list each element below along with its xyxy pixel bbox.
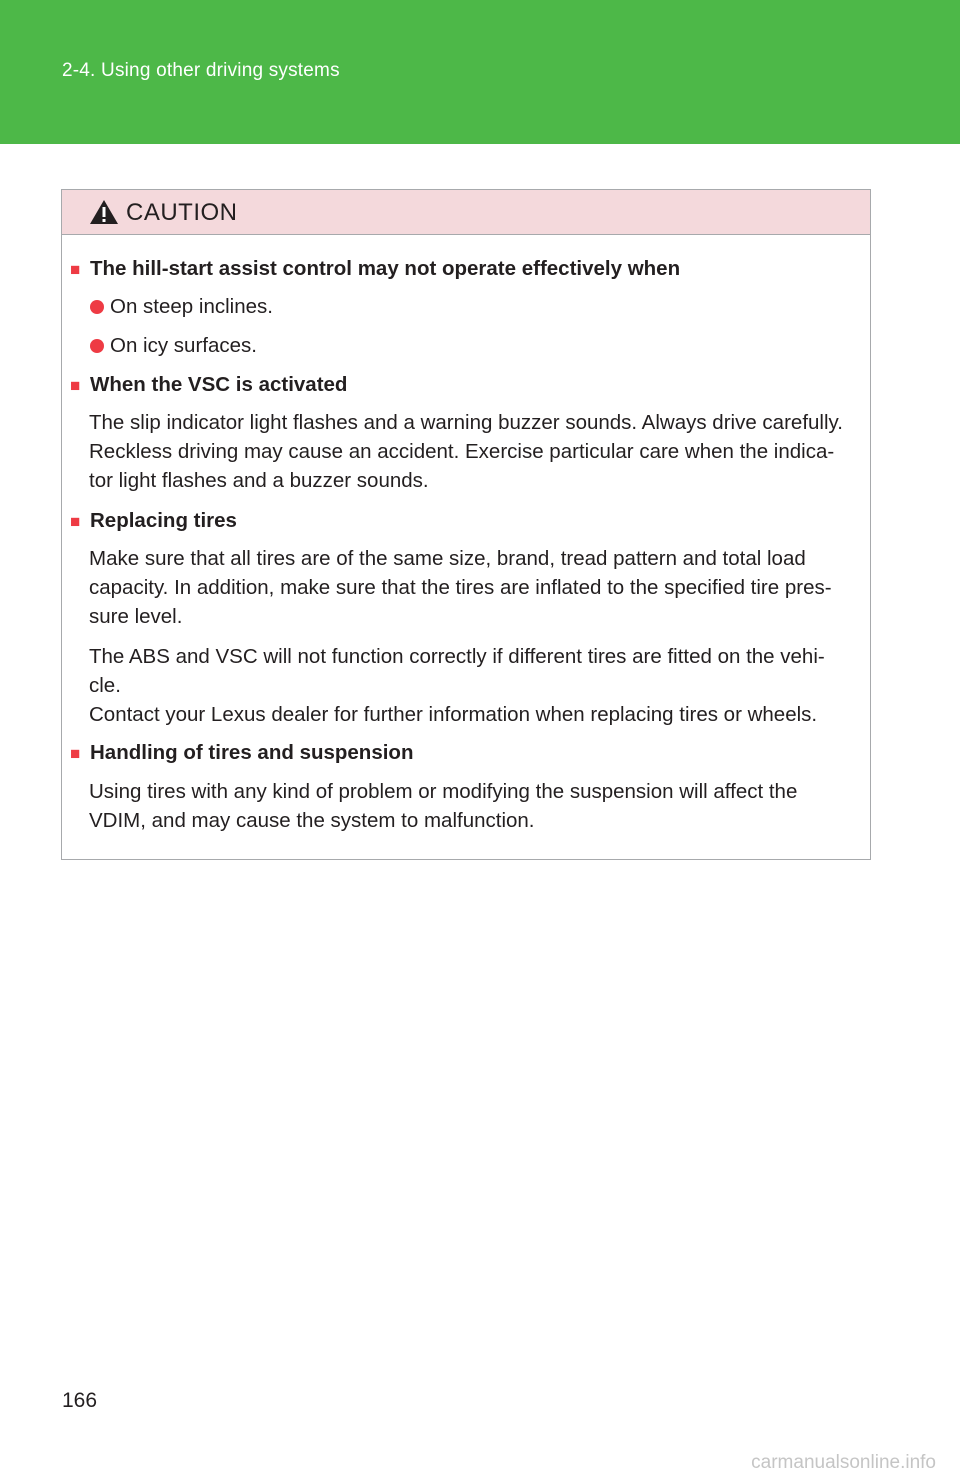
paragraph: Make sure that all tires are of the same size, brand, tread pattern and total load capacity. In addition, make sure that the tires are inflated to the specified tire pres- sure level. bbox=[89, 547, 832, 628]
bullet-item: On steep inclines. bbox=[90, 295, 273, 319]
red-square-icon: ■ bbox=[70, 744, 81, 763]
section-heading: ■ When the VSC is activated bbox=[70, 373, 348, 396]
caution-label: CAUTION bbox=[126, 199, 238, 226]
page-number: 166 bbox=[62, 1389, 98, 1412]
red-square-icon: ■ bbox=[70, 512, 81, 531]
warning-triangle-icon bbox=[89, 199, 119, 225]
red-square-icon: ■ bbox=[70, 376, 81, 395]
paragraph: Using tires with any kind of problem or modifying the suspension will affect the VDIM, and may cause the system to malfunction. bbox=[89, 780, 798, 832]
section-heading: ■ Replacing tires bbox=[70, 509, 237, 532]
paragraph: The ABS and VSC will not function correctly if different tires are fitted on the vehi- cle. Contact your Lexus dealer for further information when replacing tires or wheels. bbox=[89, 645, 825, 726]
bullet-item: On icy surfaces. bbox=[90, 334, 257, 358]
header-band bbox=[0, 0, 960, 144]
red-dot-icon bbox=[90, 300, 104, 314]
section-title: 2-4. Using other driving systems bbox=[62, 60, 340, 81]
red-square-icon: ■ bbox=[70, 260, 81, 279]
section-heading: ■ The hill-start assist control may not operate effectively when bbox=[70, 257, 681, 280]
paragraph: The slip indicator light flashes and a warning buzzer sounds. Always drive carefully. Reckless driving may cause an accident. Exercise particular care when the indica- tor light flashes and a buzzer sounds. bbox=[89, 411, 843, 492]
red-dot-icon bbox=[90, 339, 104, 353]
caution-box bbox=[61, 189, 871, 860]
caution-header bbox=[62, 190, 870, 235]
section-heading: ■ Handling of tires and suspension bbox=[70, 741, 414, 764]
watermark: carmanualsonline.info bbox=[751, 1452, 936, 1473]
